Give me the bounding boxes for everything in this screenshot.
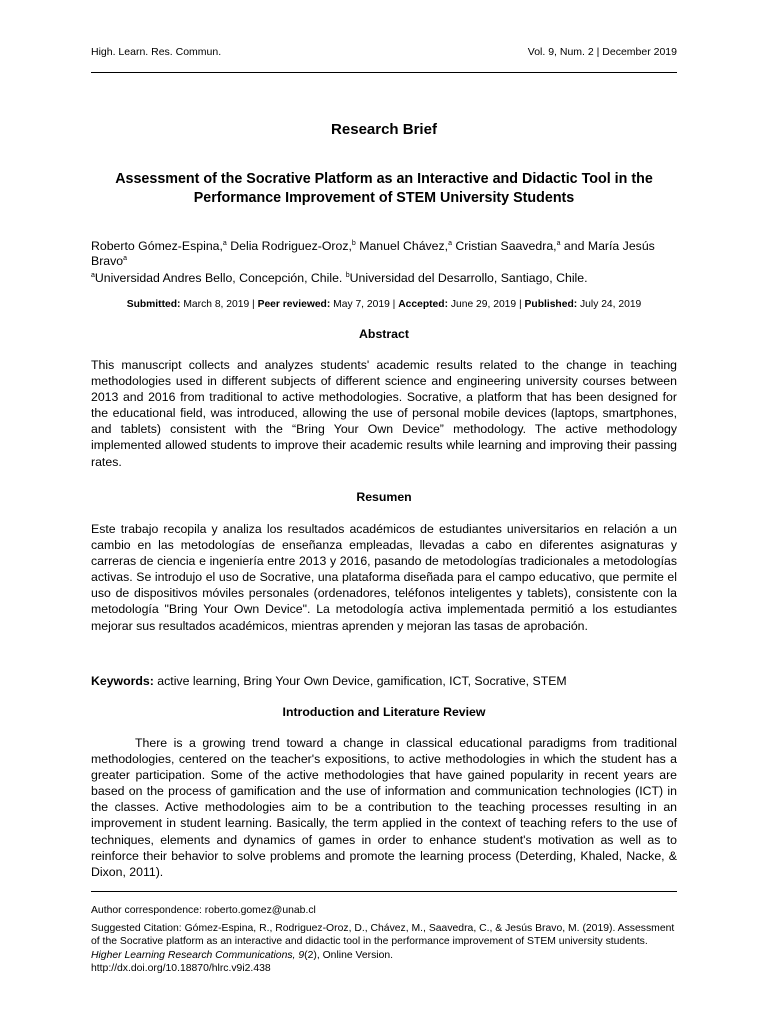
- affil-mark: b: [345, 272, 350, 279]
- paper-title: Assessment of the Socrative Platform as an Interactive and Didactic Tool in the Performance Improvement of STEM University Students: [115, 171, 653, 206]
- author-name: Cristian Saavedra,: [452, 239, 557, 253]
- citation-volume: 9: [298, 949, 305, 961]
- resumen-heading: Resumen: [356, 490, 412, 504]
- submitted-label: Submitted:: [126, 299, 181, 310]
- accepted-label: Accepted:: [398, 299, 448, 310]
- affiliations: [91, 271, 677, 285]
- footnote-rule: [91, 891, 677, 892]
- keywords-label: Keywords:: [91, 674, 154, 688]
- author-affil-mark: b: [351, 240, 356, 247]
- affil-mark: a: [91, 272, 95, 279]
- intro-heading: Introduction and Literature Review: [282, 705, 486, 719]
- author-list: [91, 239, 677, 269]
- published-label: Published:: [524, 299, 578, 310]
- published-date: July 24, 2019: [577, 299, 642, 310]
- suggested-citation: [91, 922, 677, 976]
- issue-info: Vol. 9, Num. 2 | December 2019: [527, 46, 677, 58]
- keywords-list: active learning, Bring Your Own Device, gamification, ICT, Socrative, STEM: [153, 674, 567, 688]
- author-affil-mark: a: [448, 240, 452, 247]
- doi-link[interactable]: http://dx.doi.org/10.18870/hlrc.v9i2.438: [91, 963, 271, 975]
- running-header: [91, 46, 677, 58]
- abstract-text: This manuscript collects and analyzes students' academic results related to the change in teaching methodologies used in different subjects of different science and engineering university courses between 2013 and 2016 from traditional to active methodologies. Socrative, a platform that has been designed for the educational field, was introduced, allowing the use of personal mobile devices (laptops, smartphones, and tablets) consistent with the “Bring Your Own Device” methodology. The active methodology implemented allowed students to improve their academic results while learning and improving their passing rates.: [91, 358, 677, 469]
- publication-dates: [0, 299, 768, 310]
- author-name: and María Jesús Bravo: [91, 239, 655, 268]
- author-name: Delia Rodriguez-Oroz,: [226, 239, 352, 253]
- reviewed-label: Peer reviewed:: [257, 299, 331, 310]
- intro-text: There is a growing trend toward a change in classical educational paradigms from traditional methodologies, centered on the teacher's expositions, to active methodologies in which the student has a greater participation. Some of the active methodologies that have gained popularity in recent years are based on the process of gamification and the use of information and communication technologies (ICT) in the classes. Active methodologies aim to be a contribution to the teaching processes resulting in an improvement in student learning. Basically, the term applied in the context of teaching refers to the use of techniques, elements and dynamics of games in order to enhance student's motivation as well as to reinforce their behavior to solve problems and promote the learning process (Deterding, Khaled, Nacke, & Dixon, 2011).: [91, 736, 677, 879]
- citation-issue: (2), Online Version.: [304, 949, 394, 961]
- submitted-date: March 8, 2019 |: [180, 299, 258, 310]
- author-name: Manuel Chávez,: [355, 239, 449, 253]
- author-name: Roberto Gómez-Espina,: [91, 239, 223, 253]
- author-affil-mark: a: [123, 255, 128, 262]
- citation-text: Suggested Citation: Gómez-Espina, R., Rodriguez-Oroz, D., Chávez, M., Saavedra, C., & Jesús Bravo, M. (2019). Assessment of the Socrative platform as an interactive and didactic tool in the performance improvement of STEM university students.: [91, 923, 675, 948]
- article-type: Research Brief: [331, 121, 437, 138]
- citation-journal: Higher Learning Research Communications,: [91, 949, 296, 961]
- reviewed-date: May 7, 2019 |: [330, 299, 399, 310]
- accepted-date: June 29, 2019 |: [448, 299, 525, 310]
- abstract-heading: Abstract: [359, 327, 409, 341]
- resumen-text: Este trabajo recopila y analiza los resultados académicos de estudiantes universitarios en relación a un cambio en las metodologías de enseñanza empleadas, llevadas a cabo en diferentes asignaturas y carreras de ciencia e ingeniería entre 2013 y 2016, pasando de metodologías tradicionales a metodologías activas. Se introdujo el uso de Socrative, una plataforma diseñada para el campo educativo, que permite el uso de dispositivos móviles personales (ordenadores, teléfonos inteligentes y tablets), consistente con la metodología "Bring Your Own Device". La metodología activa implementada permitió a los estudiantes mejorar sus resultados académicos, mientras aprenden y mejoran las tasas de aprobación.: [91, 522, 677, 633]
- journal-name: High. Learn. Res. Commun.: [91, 46, 222, 58]
- author-correspondence: Author correspondence: roberto.gomez@unab.cl: [91, 905, 316, 916]
- keywords: [91, 674, 677, 688]
- affiliation: Universidad del Desarrollo, Santiago, Chile.: [349, 271, 588, 285]
- affiliation: Universidad Andres Bello, Concepción, Chile.: [94, 271, 346, 285]
- author-affil-mark: a: [222, 240, 227, 247]
- author-affil-mark: a: [556, 240, 561, 247]
- header-rule: [91, 72, 677, 73]
